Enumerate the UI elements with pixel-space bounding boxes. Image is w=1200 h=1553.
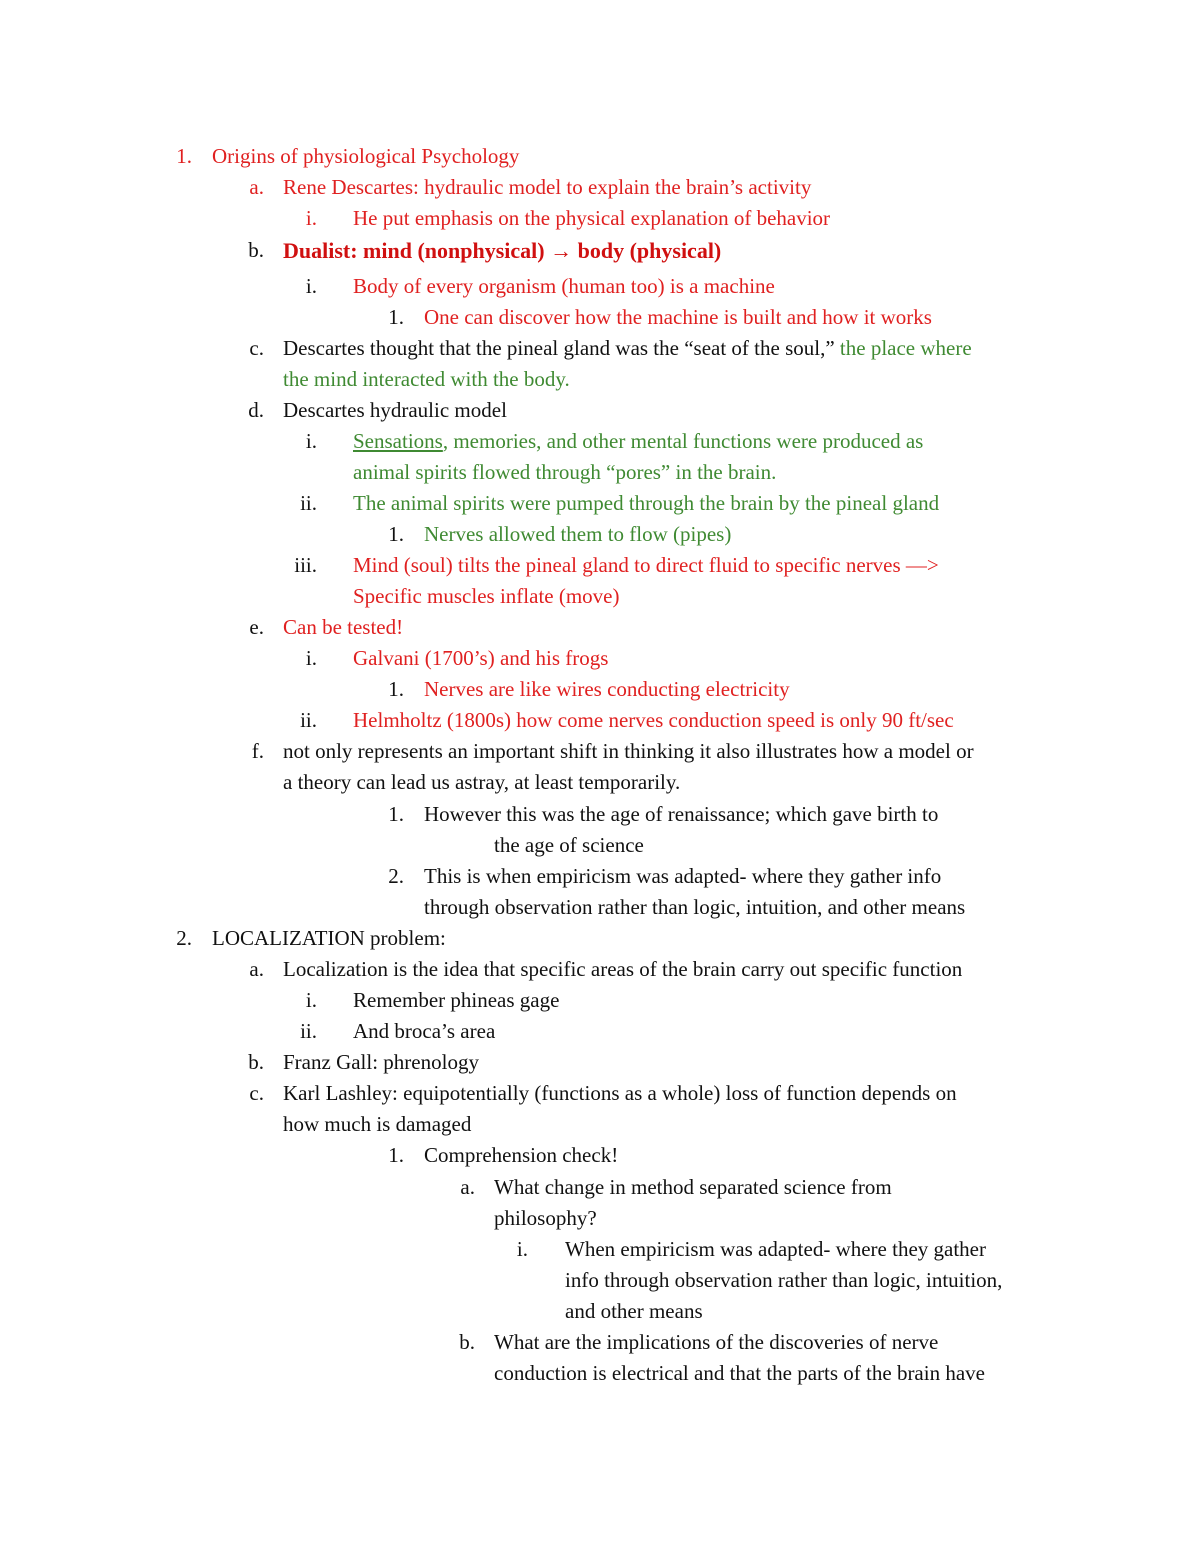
list-marker: 1. [388,522,404,546]
list-text: a theory can lead us astray, at least temporarily. [283,770,681,794]
list-text: Localization is the idea that specific areas of the brain carry out specific function [283,957,963,981]
list-text: One can discover how the machine is built and how it works [424,305,932,329]
list-marker: f. [251,739,264,763]
list-marker: ii. [300,491,317,515]
list-text: Karl Lashley: equipotentially (functions as a whole) loss of function depends on [283,1081,957,1105]
list-text: the mind interacted with the body. [283,367,570,391]
list-marker: a. [460,1175,475,1199]
list-text: animal spirits flowed through “pores” in the brain. [353,460,777,484]
list-text: , memories, and other mental functions were produced as [442,429,924,453]
list-marker: d. [248,398,264,422]
list-text: Comprehension check! [424,1143,619,1167]
list-marker: a. [249,175,264,199]
list-marker: ii. [300,708,317,732]
list-text: This is when empiricism was adapted- where they gather info [424,864,942,888]
list-marker: 1. [388,305,404,329]
list-text: philosophy? [494,1206,597,1230]
list-marker: c. [249,336,264,360]
list-marker: a. [249,957,264,981]
list-text: What are the implications of the discoveries of nerve [494,1330,939,1354]
section-heading: LOCALIZATION problem: [212,926,446,950]
list-text: Mind (soul) tilts the pineal gland to direct fluid to specific nerves —> [353,553,939,577]
list-text: how much is damaged [283,1112,472,1136]
list-marker: b. [459,1330,475,1354]
list-text: Rene Descartes: hydraulic model to explain the brain’s activity [283,175,812,199]
list-text: Body of every organism (human too) is a machine [353,274,775,298]
list-marker: 1. [388,802,404,826]
section-heading: Origins of physiological Psychology [212,144,520,168]
list-text: Nerves are like wires conducting electricity [424,677,790,701]
list-marker: c. [249,1081,264,1105]
list-marker: i. [516,1237,528,1261]
list-text: Can be tested! [283,615,404,639]
list-text: Franz Gall: phrenology [283,1050,479,1074]
list-marker: 1. [388,1143,404,1167]
list-text: Helmholtz (1800s) how come nerves conduction speed is only 90 ft/sec [353,708,954,732]
list-text: and other means [565,1299,703,1323]
list-text: And broca’s area [353,1019,496,1043]
list-text: Descartes hydraulic model [283,398,507,422]
list-text: conduction is electrical and that the parts of the brain have [494,1361,985,1385]
list-text: Descartes thought that the pineal gland was the “seat of the soul,” [283,336,835,360]
list-marker: iii. [294,553,317,577]
list-marker: i. [305,206,317,230]
list-marker: 1. [388,677,404,701]
list-text: He put emphasis on the physical explanation of behavior [353,206,831,230]
list-marker: e. [249,615,264,639]
list-text: When empiricism was adapted- where they gather [565,1237,986,1261]
underlined-term: Sensations [353,429,443,453]
list-text: What change in method separated science from [494,1175,892,1199]
list-marker: b. [248,238,264,262]
list-text: not only represents an important shift in thinking it also illustrates how a model or [283,739,974,763]
list-text: However this was the age of renaissance; which gave birth to [424,802,939,826]
list-text: Galvani (1700’s) and his frogs [353,646,609,670]
list-marker: i. [305,988,317,1012]
list-marker: 2. [176,926,192,950]
list-marker: i. [305,429,317,453]
list-text: Nerves allowed them to flow (pipes) [424,522,732,546]
list-text: the age of science [494,833,644,857]
list-marker: i. [305,646,317,670]
list-text: Remember phineas gage [353,988,560,1012]
list-text: Specific muscles inflate (move) [353,584,620,608]
list-marker: i. [305,274,317,298]
list-text-bold: Dualist: mind (nonphysical) → body (physical) [283,238,722,263]
list-marker: b. [248,1050,264,1074]
list-text: info through observation rather than logic, intuition, [565,1268,1003,1292]
list-text: through observation rather than logic, intuition, and other means [424,895,966,919]
list-text: The animal spirits were pumped through the brain by the pineal gland [353,491,940,515]
list-marker: ii. [300,1019,317,1043]
list-marker: 1. [176,144,192,168]
list-text-highlight: the place where [839,336,972,360]
list-marker: 2. [388,864,404,888]
